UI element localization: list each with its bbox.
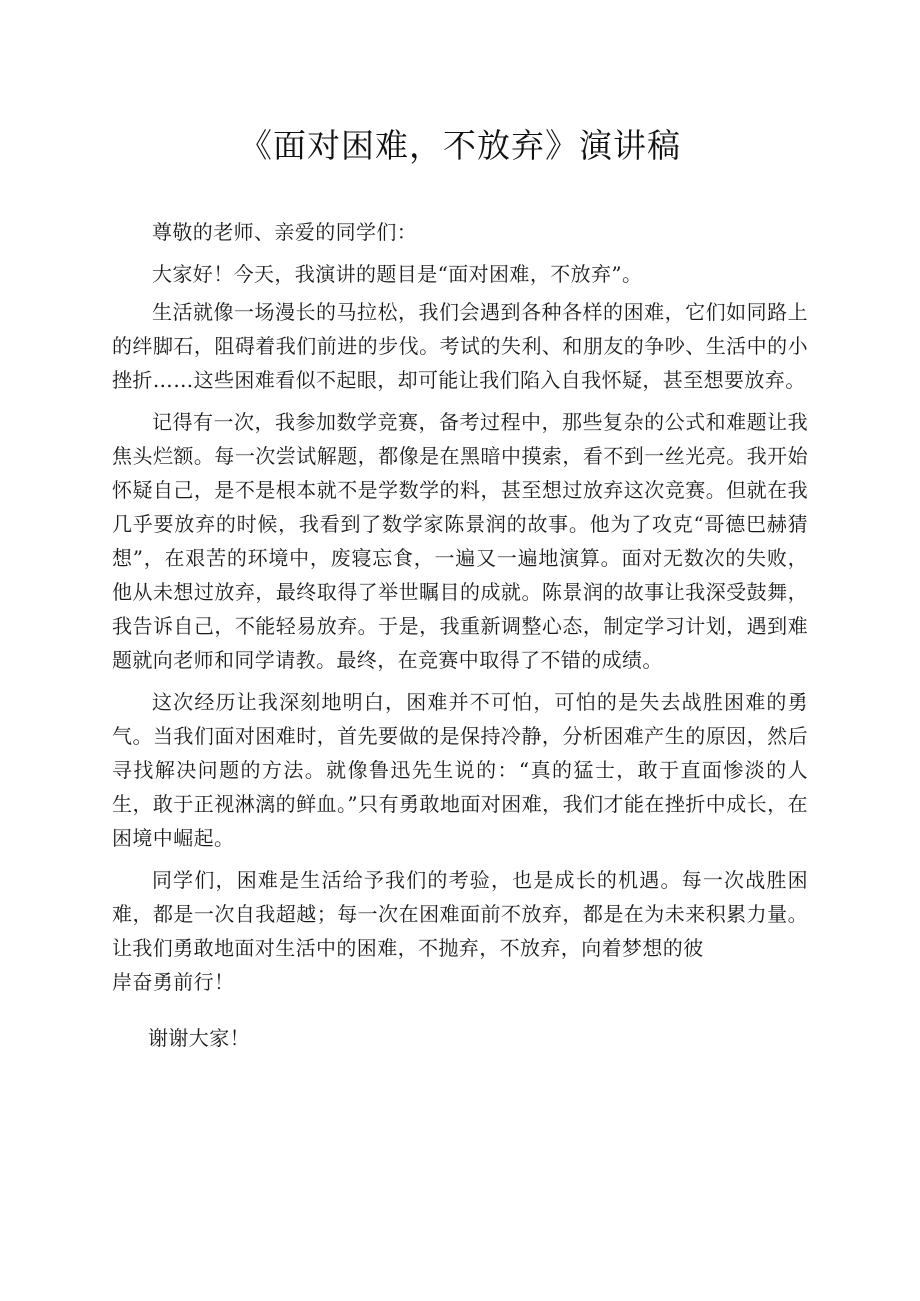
paragraph-math-competition: 记得有一次，我参加数学竞赛，备考过程中，那些复杂的公式和难题让我焦头烂额。每一次尝试解题，都像是在黑暗中摸索，看不到一丝光亮。我开始怀疑自己，是不是根本就不是学数学的料，甚至想过放弃这次竞赛。但就在我几乎要放弃的时候，我看到了数学家陈景润的故事。他为了攻克“哥德巴赫猜想”，在艰苦的环境中，废寝忘食，一遍又一遍地演算。面对无数次的失败，他从未想过放弃，最终取得了举世瞩目的成就。陈景润的故事让我深受鼓舞，我告诉自己，不能轻易放弃。于是，我重新调整心态，制定学习计划，遇到难题就向老师和同学请教。最终，在竞赛中取得了不错的成绩。 (112, 410, 808, 672)
thanks-paragraph: 谢谢大家！ (148, 1026, 250, 1050)
paragraph-closing-text: 同学们，困难是生活给予我们的考验，也是成长的机遇。每一次战胜困难，都是一次自我超越；每一次在困难面前不放弃，都是在为未来积累力量。让我们勇敢地面对生活中的困难，不抛弃，不放弃，向着梦想的彼 (112, 868, 808, 960)
paragraph-closing-tail: 岸奋勇前行！ (112, 970, 235, 994)
paragraph-lesson: 这次经历让我深刻地明白，困难并不可怕，可怕的是失去战胜困难的勇气。当我们面对困难时，首先要做的是保持冷静，分析困难产生的原因，然后寻找解决问题的方法。就像鲁迅先生说的：“真的猛士，敢于直面惨淡的人生，敢于正视淋漓的鲜血。”只有勇敢地面对困难，我们才能在挫折中成长，在困境中崛起。 (112, 690, 808, 850)
document-body (112, 215, 808, 1055)
paragraph-marathon: 生活就像一场漫长的马拉松，我们会遇到各种各样的困难，它们如同路上的绊脚石，阻碍着我们前进的步伐。考试的失利、和朋友的争吵、生活中的小挫折……这些困难看似不起眼，却可能让我们陷入自我怀疑，甚至想要放弃。 (112, 300, 808, 392)
intro-paragraph: 大家好！今天，我演讲的题目是“面对困难，不放弃”。 (152, 262, 643, 286)
paragraph-closing (112, 863, 808, 999)
greeting-paragraph: 尊敬的老师、亲爱的同学们： (152, 220, 418, 244)
document-title: 《面对困难，不放弃》演讲稿 (239, 126, 681, 165)
